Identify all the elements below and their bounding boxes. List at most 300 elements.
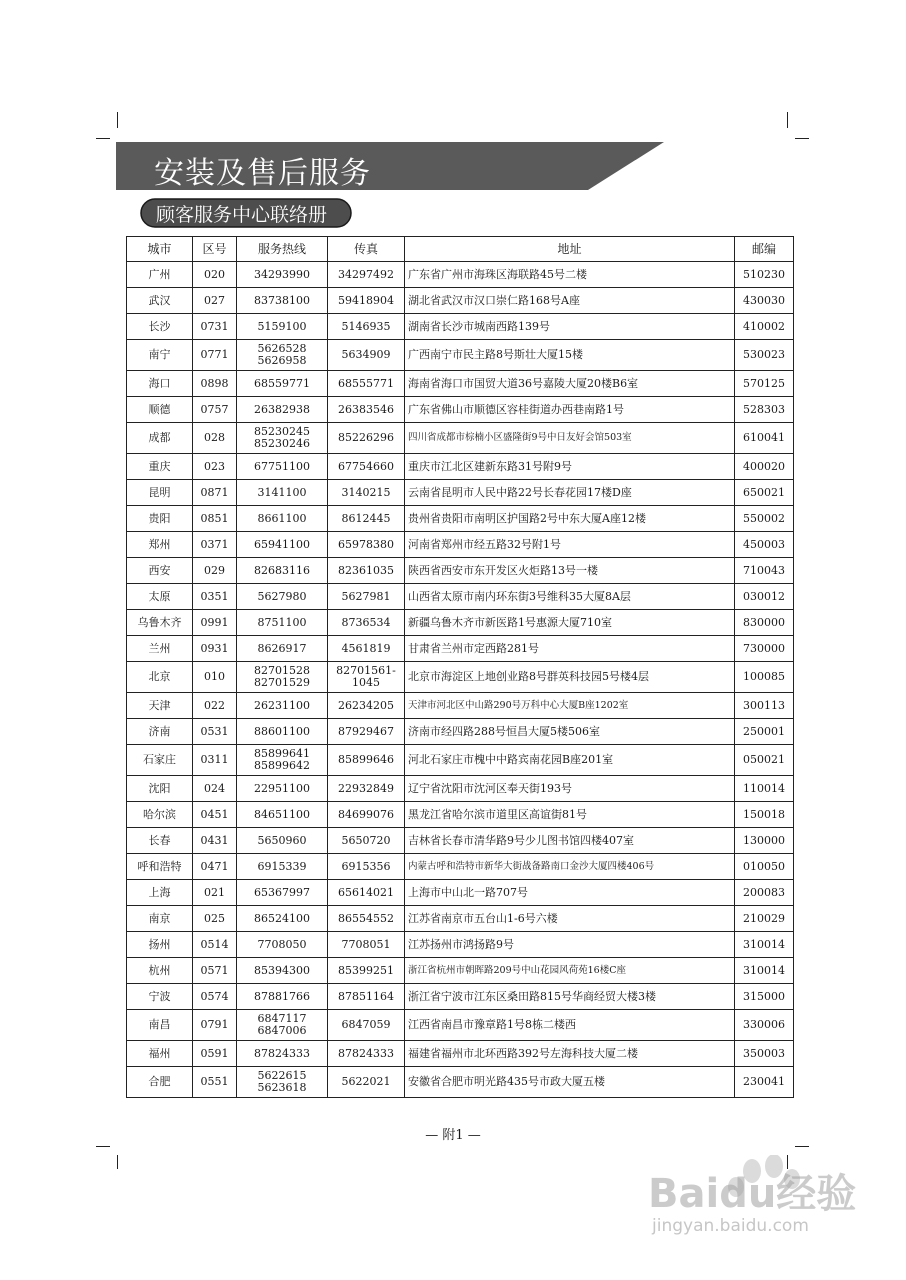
cell-address-text: 江西省南昌市豫章路1号8栋二楼西 [408, 1018, 576, 1031]
cell-fax [328, 906, 405, 932]
cell-zip [735, 288, 794, 314]
cell-zip-text: 528303 [743, 402, 785, 416]
cell-city [127, 802, 193, 828]
table-row [127, 984, 794, 1010]
cell-city [127, 340, 193, 371]
cell-city-text: 贵阳 [148, 511, 171, 525]
cell-area-code-text: 029 [204, 563, 225, 577]
cell-address-text: 浙江省宁波市江东区桑田路815号华商经贸大楼3楼 [408, 989, 656, 1003]
cell-hotline [237, 719, 328, 745]
cell-fax [328, 719, 405, 745]
cell-area-code-text: 010 [204, 670, 225, 683]
cell-address [405, 906, 735, 932]
cell-fax [328, 1010, 405, 1041]
cell-zip [735, 906, 794, 932]
cell-zip [735, 584, 794, 610]
cell-hotline-text: 85899641 [254, 747, 310, 760]
cell-city [127, 506, 193, 532]
cell-hotline-text: 8751100 [257, 615, 307, 629]
cell-address-text: 四川省成都市棕楠小区盛隆街9号中日友好会馆503室 [408, 432, 632, 443]
cell-city-text: 福州 [148, 1046, 171, 1060]
table-row [127, 1010, 794, 1041]
cell-area-code-text: 0591 [200, 1046, 229, 1060]
cell-hotline-text: 83738100 [254, 293, 310, 307]
page-number: — 附1 — [425, 1128, 481, 1143]
cell-zip-text: 210029 [743, 911, 785, 925]
cell-area-code-text: 022 [204, 698, 225, 712]
cell-fax [328, 662, 405, 693]
cell-zip [735, 828, 794, 854]
cell-city-text: 长沙 [148, 319, 171, 333]
cell-fax-text: 26383546 [338, 402, 394, 416]
watermark-url: jingyan.baidu.com [652, 1216, 809, 1236]
cell-zip-text: 410002 [743, 319, 785, 333]
cell-zip [735, 745, 794, 776]
cell-city [127, 932, 193, 958]
cell-hotline-text: 3141100 [257, 485, 307, 499]
cell-address-text: 辽宁省沈阳市沈河区奉天街193号 [408, 781, 572, 795]
cell-zip [735, 719, 794, 745]
cell-zip [735, 636, 794, 662]
cell-hotline [237, 958, 328, 984]
cell-address [405, 958, 735, 984]
cell-city [127, 584, 193, 610]
crop-mark [795, 138, 809, 139]
cell-address-text: 河南省郑州市经五路32号附1号 [408, 537, 561, 551]
cell-hotline [237, 532, 328, 558]
cell-fax [328, 423, 405, 454]
cell-area-code-text: 021 [204, 885, 225, 899]
cell-hotline [237, 776, 328, 802]
cell-area-code [193, 584, 237, 610]
cell-fax [328, 314, 405, 340]
cell-fax [328, 854, 405, 880]
cell-hotline-text: 5626528 [257, 342, 307, 355]
cell-zip-text: 310014 [743, 963, 785, 977]
cell-fax-text: 5146935 [341, 319, 391, 333]
cell-fax [328, 745, 405, 776]
cell-zip-text: 650021 [743, 485, 785, 499]
cell-address-text: 黑龙江省哈尔滨市道里区高谊街81号 [408, 807, 587, 821]
cell-city [127, 776, 193, 802]
cell-zip [735, 454, 794, 480]
cell-city [127, 558, 193, 584]
cell-hotline [237, 932, 328, 958]
cell-city-text: 沈阳 [148, 781, 171, 795]
cell-fax-text: 8612445 [341, 511, 391, 525]
column-header-area-code: 区号 [193, 237, 237, 262]
cell-fax [328, 558, 405, 584]
cell-address-text: 云南省昆明市人民中路22号长春花园17楼D座 [408, 485, 632, 499]
cell-zip [735, 314, 794, 340]
cell-fax-text: 6915356 [341, 859, 391, 873]
cell-address-text: 广东省广州市海珠区海联路45号二楼 [408, 267, 587, 281]
cell-address [405, 932, 735, 958]
cell-zip [735, 423, 794, 454]
cell-fax [328, 584, 405, 610]
table-body [127, 262, 794, 1098]
cell-city-text: 成都 [148, 431, 171, 444]
cell-address-text: 内蒙古呼和浩特市新华大街战备路南口金沙大厦四楼406号 [408, 860, 655, 872]
table-row [127, 776, 794, 802]
cell-zip [735, 340, 794, 371]
cell-city-text: 海口 [148, 376, 171, 390]
cell-zip-text: 530023 [743, 348, 785, 361]
cell-area-code [193, 262, 237, 288]
cell-zip-text: 100085 [743, 670, 785, 683]
cell-city [127, 423, 193, 454]
cell-city-text: 南宁 [148, 348, 171, 361]
cell-hotline [237, 314, 328, 340]
cell-city-text: 呼和浩特 [137, 859, 182, 873]
cell-area-code-text: 0531 [200, 724, 229, 738]
cell-hotline-text: 65367997 [254, 885, 310, 899]
cell-hotline-text: 85230245 [254, 425, 310, 438]
cell-zip-text: 200083 [743, 885, 785, 899]
cell-zip [735, 262, 794, 288]
table-row [127, 340, 794, 371]
cell-area-code-text: 024 [204, 781, 225, 795]
column-header-hotline: 服务热线 [237, 237, 328, 262]
cell-hotline [237, 906, 328, 932]
cell-address [405, 340, 735, 371]
cell-area-code-text: 0731 [200, 319, 229, 333]
cell-address [405, 719, 735, 745]
cell-zip [735, 1010, 794, 1041]
cell-area-code-text: 0898 [200, 376, 229, 390]
cell-address-text: 济南市经四路288号恒昌大厦5楼506室 [408, 724, 600, 738]
cell-fax-text: 85899646 [338, 753, 394, 766]
cell-hotline-text: 26382938 [254, 402, 310, 416]
cell-area-code-text: 027 [204, 293, 225, 307]
cell-zip [735, 558, 794, 584]
table-row [127, 745, 794, 776]
cell-hotline-text: 8626917 [257, 641, 307, 655]
cell-hotline-text: 5622615 [257, 1069, 307, 1082]
cell-address-text: 河北石家庄市槐中中路宾南花园B座201室 [408, 753, 614, 766]
crop-mark [117, 112, 118, 128]
cell-zip [735, 506, 794, 532]
cell-hotline-text: 8661100 [257, 511, 307, 525]
cell-fax-text: 87824333 [338, 1046, 394, 1060]
cell-area-code-text: 0931 [200, 641, 229, 655]
cell-hotline [237, 1041, 328, 1067]
cell-hotline-text: 84651100 [254, 807, 310, 821]
cell-area-code-text: 0791 [200, 1018, 229, 1031]
cell-area-code [193, 1067, 237, 1098]
cell-zip [735, 932, 794, 958]
cell-city [127, 610, 193, 636]
cell-zip-text: 250001 [743, 724, 785, 738]
table-row [127, 1041, 794, 1067]
cell-fax-text: 7708051 [341, 937, 391, 951]
cell-city-text: 郑州 [148, 537, 171, 551]
cell-hotline [237, 454, 328, 480]
cell-zip-text: 310014 [743, 937, 785, 951]
cell-address [405, 314, 735, 340]
cell-zip-text: 400020 [743, 459, 785, 473]
table-row [127, 662, 794, 693]
cell-city [127, 636, 193, 662]
cell-hotline [237, 745, 328, 776]
cell-zip [735, 693, 794, 719]
cell-fax [328, 397, 405, 423]
cell-address [405, 776, 735, 802]
cell-area-code [193, 662, 237, 693]
cell-fax-text: 3140215 [341, 485, 391, 499]
cell-hotline [237, 984, 328, 1010]
cell-hotline [237, 584, 328, 610]
table-row [127, 506, 794, 532]
cell-city-text: 乌鲁木齐 [137, 615, 182, 629]
cell-fax [328, 802, 405, 828]
cell-hotline [237, 288, 328, 314]
cell-city [127, 454, 193, 480]
cell-area-code-text: 0514 [200, 937, 229, 951]
table-row [127, 906, 794, 932]
cell-city [127, 1010, 193, 1041]
cell-city-text: 南昌 [148, 1018, 171, 1031]
cell-address-text: 广西南宁市民主路8号斯壮大厦15楼 [408, 348, 583, 361]
cell-address-text: 海南省海口市国贸大道36号嘉陵大厦20楼B6室 [408, 376, 639, 390]
cell-fax [328, 1067, 405, 1098]
watermark-brand: Baidu经验 [648, 1171, 857, 1217]
cell-area-code [193, 532, 237, 558]
cell-hotline-text: 5650960 [257, 833, 307, 847]
cell-city-text: 兰州 [148, 641, 171, 655]
cell-hotline-text: 65941100 [254, 537, 310, 551]
cell-fax [328, 371, 405, 397]
cell-fax [328, 693, 405, 719]
cell-hotline-text: 7708050 [257, 937, 307, 951]
header-banner [116, 142, 664, 190]
cell-hotline [237, 636, 328, 662]
cell-zip-text: 710043 [743, 563, 785, 577]
cell-city [127, 719, 193, 745]
cell-address [405, 506, 735, 532]
cell-fax-text-line2: 1045 [352, 676, 380, 689]
cell-hotline [237, 558, 328, 584]
cell-city-text: 武汉 [148, 293, 171, 307]
cell-city [127, 1041, 193, 1067]
cell-hotline [237, 506, 328, 532]
table-row [127, 880, 794, 906]
cell-address-text: 上海市中山北一路707号 [408, 885, 528, 899]
column-header-city: 城市 [127, 237, 193, 262]
cell-zip [735, 662, 794, 693]
cell-city-text: 西安 [148, 563, 171, 577]
cell-address-text: 重庆市江北区建新东路31号附9号 [408, 459, 572, 473]
cell-area-code [193, 958, 237, 984]
cell-city [127, 397, 193, 423]
cell-zip-text: 300113 [743, 698, 785, 712]
cell-hotline [237, 480, 328, 506]
cell-hotline-text: 88601100 [254, 724, 310, 738]
cell-hotline [237, 802, 328, 828]
cell-hotline [237, 371, 328, 397]
cell-zip-text: 610041 [743, 431, 785, 444]
column-header-zip: 邮编 [735, 237, 794, 262]
cell-area-code-text: 023 [204, 459, 225, 473]
cell-fax [328, 454, 405, 480]
cell-area-code [193, 340, 237, 371]
cell-address [405, 558, 735, 584]
cell-city [127, 532, 193, 558]
cell-area-code [193, 984, 237, 1010]
cell-area-code [193, 906, 237, 932]
cell-city-text: 石家庄 [143, 753, 176, 766]
cell-area-code [193, 288, 237, 314]
cell-hotline-text: 34293990 [254, 267, 310, 281]
cell-hotline-text: 82701528 [254, 664, 310, 677]
cell-area-code-text: 0431 [200, 833, 229, 847]
cell-hotline [237, 828, 328, 854]
cell-address-text: 福建省福州市北环西路392号左海科技大厦二楼 [408, 1046, 638, 1060]
cell-zip-text: 350003 [743, 1046, 785, 1060]
cell-fax-text: 8736534 [341, 615, 391, 629]
cell-hotline [237, 262, 328, 288]
cell-address-text: 江苏省南京市五台山1-6号六楼 [408, 911, 558, 925]
cell-hotline-text-line2: 5623618 [257, 1081, 307, 1094]
cell-zip [735, 802, 794, 828]
table-row [127, 1067, 794, 1098]
table-row [127, 828, 794, 854]
cell-hotline [237, 693, 328, 719]
cell-zip-text: 330006 [743, 1018, 785, 1031]
table-row [127, 480, 794, 506]
cell-area-code-text: 0871 [200, 485, 229, 499]
cell-address-text: 山西省太原市南内环东街3号维科35大厦8A层 [408, 589, 631, 603]
cell-fax [328, 506, 405, 532]
cell-city [127, 854, 193, 880]
cell-area-code [193, 506, 237, 532]
cell-zip-text: 030012 [743, 589, 785, 603]
cell-area-code-text: 0311 [200, 753, 229, 766]
cell-address-text: 湖南省长沙市城南西路139号 [408, 319, 550, 333]
cell-fax [328, 288, 405, 314]
cell-zip-text: 150018 [743, 807, 785, 821]
cell-address [405, 532, 735, 558]
cell-fax [328, 610, 405, 636]
cell-city-text: 上海 [148, 885, 171, 899]
cell-fax [328, 262, 405, 288]
table-row [127, 454, 794, 480]
cell-zip-text: 510230 [743, 267, 785, 281]
cell-area-code [193, 610, 237, 636]
cell-city-text: 南京 [148, 911, 171, 925]
cell-area-code [193, 1041, 237, 1067]
cell-hotline-text: 86524100 [254, 911, 310, 925]
cell-area-code [193, 828, 237, 854]
cell-fax-text: 65978380 [338, 537, 394, 551]
cell-fax-text: 26234205 [338, 698, 394, 712]
cell-city [127, 288, 193, 314]
cell-area-code-text: 0551 [200, 1075, 229, 1088]
cell-area-code [193, 854, 237, 880]
cell-hotline-text-line2: 85899642 [254, 759, 310, 772]
cell-hotline [237, 880, 328, 906]
cell-address [405, 1067, 735, 1098]
table-row [127, 958, 794, 984]
table-row [127, 932, 794, 958]
cell-hotline [237, 854, 328, 880]
column-header-address: 地址 [405, 237, 735, 262]
cell-area-code-text: 0451 [200, 807, 229, 821]
cell-area-code [193, 802, 237, 828]
cell-address [405, 802, 735, 828]
cell-address-text: 广东省佛山市顺德区容桂街道办西巷南路1号 [408, 402, 624, 416]
cell-address-text: 新疆乌鲁木齐市新医路1号惠源大厦710室 [408, 615, 612, 629]
cell-zip [735, 371, 794, 397]
column-header-fax: 传真 [328, 237, 405, 262]
cell-address [405, 828, 735, 854]
cell-zip [735, 532, 794, 558]
cell-zip [735, 397, 794, 423]
table-row [127, 558, 794, 584]
cell-zip-text: 010050 [743, 859, 785, 873]
cell-hotline [237, 662, 328, 693]
cell-city-text: 天津 [148, 698, 171, 712]
cell-address [405, 288, 735, 314]
cell-city [127, 984, 193, 1010]
cell-city-text: 杭州 [148, 963, 171, 977]
cell-address-text: 浙江省杭州市朝晖路209号中山花园风荷苑16楼C座 [408, 964, 626, 976]
cell-zip [735, 854, 794, 880]
cell-area-code [193, 480, 237, 506]
cell-area-code [193, 693, 237, 719]
cell-address-text: 北京市海淀区上地创业路8号群英科技园5号楼4层 [408, 670, 649, 683]
cell-zip [735, 480, 794, 506]
cell-address-text: 贵州省贵阳市南明区护国路2号中东大厦A座12楼 [408, 511, 646, 525]
table-row [127, 636, 794, 662]
cell-zip [735, 984, 794, 1010]
cell-address [405, 693, 735, 719]
cell-city-text: 长春 [148, 833, 171, 847]
cell-area-code-text: 0471 [200, 859, 229, 873]
cell-zip [735, 1067, 794, 1098]
cell-address [405, 397, 735, 423]
cell-hotline-text: 82683116 [254, 563, 310, 577]
cell-hotline-text: 67751100 [254, 459, 310, 473]
cell-area-code-text: 0771 [200, 348, 229, 361]
cell-address [405, 1041, 735, 1067]
cell-area-code [193, 1010, 237, 1041]
cell-address-text: 陕西省西安市东开发区火炬路13号一楼 [408, 563, 598, 577]
cell-address [405, 454, 735, 480]
cell-fax [328, 776, 405, 802]
cell-fax-text: 5634909 [341, 348, 391, 361]
cell-zip [735, 1041, 794, 1067]
cell-fax-text: 22932849 [338, 781, 394, 795]
cell-zip-text: 450003 [743, 537, 785, 551]
cell-fax-text: 5650720 [341, 833, 391, 847]
cell-area-code [193, 636, 237, 662]
cell-fax-text: 5622021 [341, 1075, 391, 1088]
cell-hotline-text: 6847117 [257, 1012, 307, 1025]
cell-fax-text: 67754660 [338, 459, 394, 473]
cell-area-code [193, 745, 237, 776]
cell-hotline [237, 1067, 328, 1098]
cell-fax-text: 87851164 [338, 989, 394, 1003]
cell-zip [735, 880, 794, 906]
cell-area-code-text: 0574 [200, 989, 229, 1003]
cell-address [405, 1010, 735, 1041]
cell-address [405, 480, 735, 506]
cell-zip [735, 958, 794, 984]
cell-hotline-text: 87881766 [254, 989, 310, 1003]
cell-fax-text: 68555771 [338, 376, 394, 390]
cell-hotline [237, 610, 328, 636]
